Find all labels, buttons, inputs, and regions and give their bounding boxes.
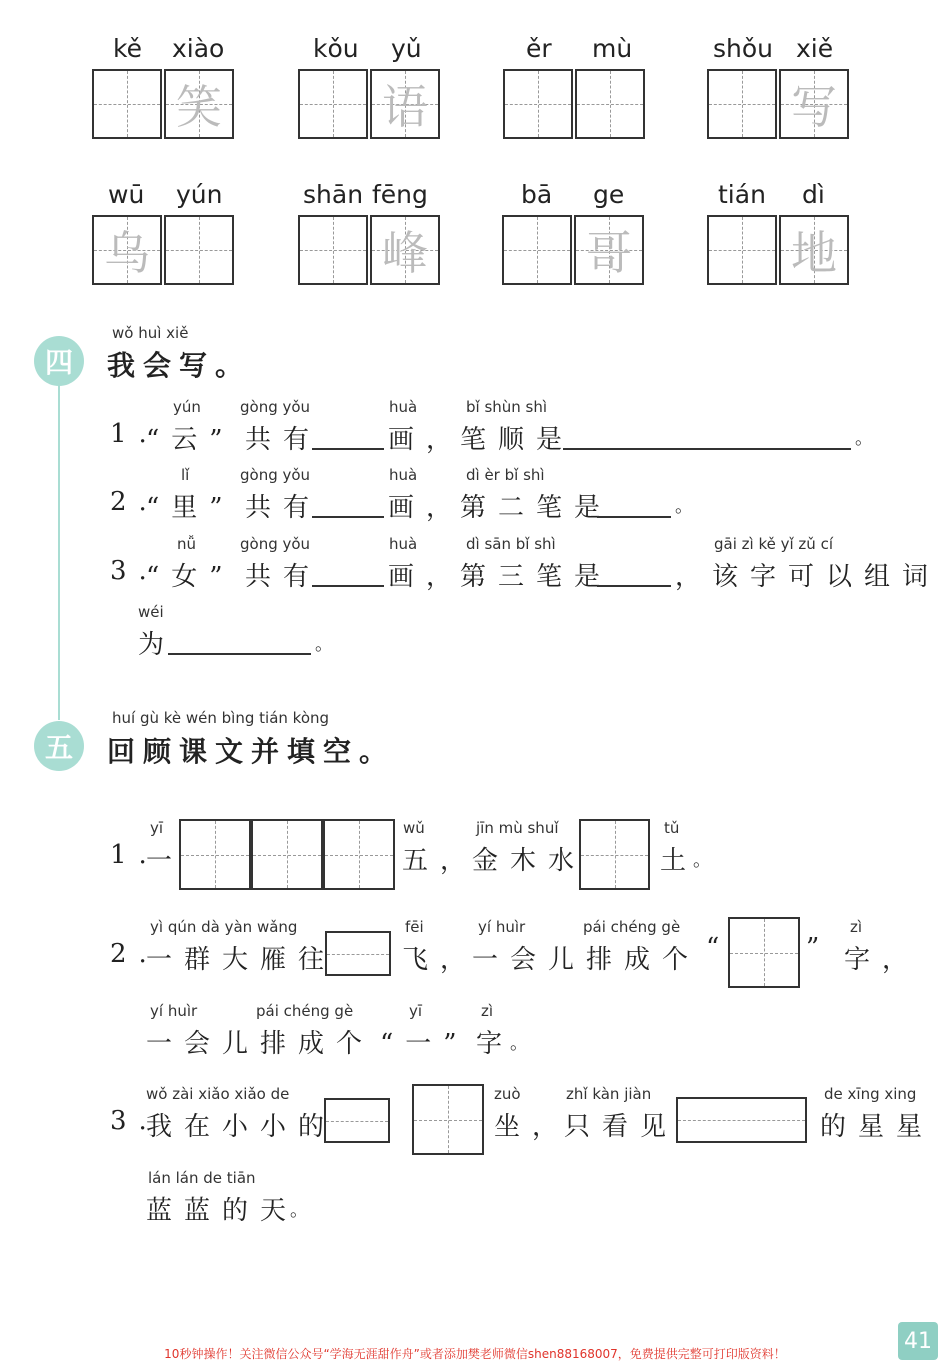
pinyin: fēi — [405, 918, 424, 936]
question-text: 一群大雁往 — [146, 945, 337, 975]
pinyin: gāi zì kě yǐ zǔ cí — [714, 535, 833, 553]
pinyin: yī — [409, 1002, 423, 1020]
pinyin-label: xiào — [172, 34, 225, 63]
pinyin-label: shān — [303, 180, 364, 209]
section-number-badge: 五 — [34, 721, 84, 771]
question-text: 蓝蓝的天 — [146, 1196, 299, 1226]
pinyin: de xīng xing — [824, 1085, 917, 1103]
pinyin: huà — [389, 466, 418, 484]
question-number: 3. — [110, 1106, 159, 1136]
writing-cell[interactable] — [502, 215, 572, 285]
section-connector-line — [58, 385, 60, 720]
answer-box[interactable] — [579, 819, 650, 890]
section-title: 回顾课文并填空。 — [107, 735, 396, 768]
pinyin: bǐ shùn shì — [466, 398, 548, 416]
answer-blank[interactable] — [563, 448, 851, 450]
writing-cell[interactable]: 哥 — [574, 215, 644, 285]
question-text: 画， — [388, 425, 465, 455]
question-text: 共有 — [245, 562, 322, 592]
question-text: 只看见 — [564, 1112, 679, 1142]
question-text: 字 — [476, 1029, 515, 1059]
page-number: 41 — [898, 1322, 938, 1360]
question-text: 一会儿排成个 — [146, 1029, 375, 1059]
question-char: “云” — [146, 425, 235, 455]
answer-box[interactable] — [728, 917, 800, 988]
question-text: 第二笔是 — [460, 493, 613, 523]
pinyin: tǔ — [664, 819, 680, 837]
quote-mark: “ — [706, 933, 732, 963]
question-text: 共有 — [245, 425, 322, 455]
title-pinyin: huí gù kè wén bìng tián kòng — [112, 709, 330, 727]
answer-blank[interactable] — [597, 516, 671, 518]
answer-blank[interactable] — [597, 585, 671, 587]
pinyin: yī — [150, 819, 164, 837]
pinyin-label: dì — [802, 180, 825, 209]
pinyin: wǔ — [403, 819, 425, 837]
answer-blank[interactable] — [312, 585, 384, 587]
pinyin: nǚ — [177, 535, 197, 553]
pinyin: yí huìr — [150, 1002, 198, 1020]
pinyin: gòng yǒu — [240, 398, 311, 416]
question-text: 的星星 — [820, 1112, 935, 1142]
pinyin: zhǐ kàn jiàn — [566, 1085, 652, 1103]
writing-cell[interactable] — [503, 69, 573, 139]
pinyin-label: bā — [521, 180, 553, 209]
pinyin: pái chéng gè — [256, 1002, 354, 1020]
pinyin-label: xiě — [796, 34, 834, 63]
writing-cell[interactable]: 地 — [779, 215, 849, 285]
pinyin: yún — [173, 398, 201, 416]
pinyin: jīn mù shuǐ — [476, 819, 559, 837]
pinyin-label: kǒu — [313, 34, 359, 63]
question-text: 画， — [388, 493, 465, 523]
answer-blank[interactable] — [312, 448, 384, 450]
question-text: 一 — [146, 846, 185, 876]
question-number: 1. — [110, 419, 159, 449]
pinyin-label: fēng — [372, 180, 428, 209]
writing-cell[interactable] — [707, 215, 777, 285]
period: 。 — [290, 1200, 320, 1221]
question-number: 1. — [110, 840, 159, 870]
pinyin: zì — [850, 918, 863, 936]
period: 。 — [675, 496, 705, 517]
question-text: 共有 — [245, 493, 322, 523]
question-char: “女” — [146, 562, 235, 592]
title-pinyin: wǒ huì xiě — [112, 324, 189, 342]
period: 。 — [693, 850, 723, 871]
quote-mark: ” — [806, 933, 832, 963]
answer-box[interactable] — [676, 1097, 807, 1143]
period: 。 — [510, 1033, 540, 1054]
pinyin: dì sān bǐ shì — [466, 535, 556, 553]
pinyin: zì — [481, 1002, 494, 1020]
pinyin: dì èr bǐ shì — [466, 466, 545, 484]
writing-cell[interactable]: 峰 — [370, 215, 440, 285]
pinyin: gòng yǒu — [240, 466, 311, 484]
answer-blank[interactable] — [312, 516, 384, 518]
writing-cell[interactable] — [298, 215, 368, 285]
pinyin-label: mù — [592, 34, 633, 63]
answer-blank[interactable] — [168, 653, 311, 655]
question-text: 我在小小的 — [146, 1112, 337, 1142]
answer-box[interactable] — [251, 819, 323, 890]
pinyin-label: shǒu — [713, 34, 774, 63]
writing-cell[interactable]: 写 — [779, 69, 849, 139]
question-text: 金木水 — [472, 846, 587, 876]
pinyin: zuò — [494, 1085, 521, 1103]
question-text: 飞， — [402, 945, 479, 975]
question-number: 2. — [110, 487, 159, 517]
writing-cell[interactable] — [575, 69, 645, 139]
pinyin-label: tián — [718, 180, 766, 209]
question-text: 笔顺是 — [460, 425, 575, 455]
question-text: 坐， — [494, 1112, 571, 1142]
answer-box[interactable] — [324, 1098, 390, 1143]
pinyin: yì qún dà yàn wǎng — [150, 918, 298, 936]
question-text: 画， — [388, 562, 465, 592]
pinyin-label: yún — [176, 180, 223, 209]
pinyin-label: ge — [593, 180, 625, 209]
writing-cell[interactable]: 乌 — [92, 215, 162, 285]
question-text: 为 — [138, 630, 177, 660]
pinyin-label: ěr — [526, 34, 552, 63]
question-char: “里” — [146, 493, 235, 523]
writing-cell[interactable] — [92, 69, 162, 139]
pinyin: lán lán de tiān — [148, 1169, 256, 1187]
answer-box[interactable] — [325, 931, 391, 976]
question-text: 该字可以组词 — [712, 562, 941, 592]
footer-notice: 10秒钟操作！关注微信公众号“学海无涯甜作舟”或者添加樊老师微信shen88168007，免费提供完整可打印版资料！ — [164, 1347, 786, 1361]
pinyin: lǐ — [181, 466, 190, 484]
pinyin-label: wū — [108, 180, 145, 209]
question-text: ， — [675, 562, 714, 592]
writing-cell[interactable] — [164, 215, 234, 285]
period: 。 — [315, 634, 345, 655]
question-text: 字， — [844, 945, 921, 975]
writing-cell[interactable] — [707, 69, 777, 139]
pinyin-label: kě — [113, 34, 142, 63]
writing-cell[interactable] — [298, 69, 368, 139]
pinyin: wǒ zài xiǎo xiǎo de — [146, 1085, 290, 1103]
pinyin: pái chéng gè — [583, 918, 681, 936]
writing-cell[interactable]: 笑 — [164, 69, 234, 139]
section-number-badge: 四 — [34, 336, 84, 386]
question-text: 五， — [402, 846, 479, 876]
pinyin: huà — [389, 398, 418, 416]
question-text: “一” — [380, 1029, 469, 1059]
question-text: 一会儿排成个 — [472, 945, 701, 975]
answer-box[interactable] — [179, 819, 251, 890]
pinyin-label: yǔ — [391, 34, 422, 63]
pinyin: yí huìr — [478, 918, 526, 936]
question-text: 第三笔是 — [460, 562, 613, 592]
pinyin: wéi — [138, 603, 164, 621]
period: 。 — [855, 428, 885, 449]
writing-cell[interactable]: 语 — [370, 69, 440, 139]
question-text: 土 — [660, 846, 699, 876]
question-number: 3. — [110, 556, 159, 586]
question-number: 2. — [110, 939, 159, 969]
answer-box[interactable] — [323, 819, 395, 890]
section-title: 我会写。 — [107, 349, 252, 382]
pinyin: huà — [389, 535, 418, 553]
answer-box[interactable] — [412, 1084, 484, 1155]
pinyin: gòng yǒu — [240, 535, 311, 553]
